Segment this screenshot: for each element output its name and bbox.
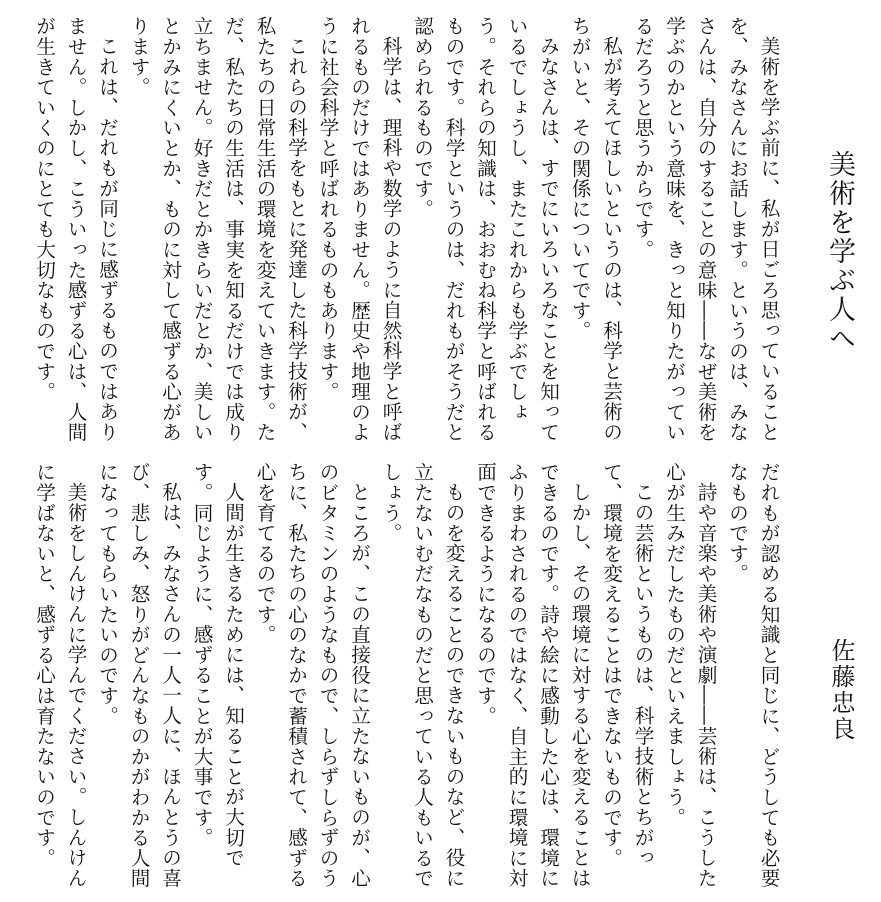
paragraph: 私が考えてほしいというのは、科学と芸術のちがいと、その関係についてです。	[568, 16, 623, 442]
paragraph: この芸術というものは、科学技術とちがって、環境を変えることはできないものです。	[599, 462, 654, 868]
paragraph: 美術を学ぶ前に、私が日ごろ思っていることを、みなさんにお話します。というのは、みなさんは、自分のすることの意味――なぜ美術を学ぶのかという意味を、きっと知りたがっているだろうと思うからです。	[631, 16, 780, 443]
paragraph: 人間が生きるためには、知ることが大切です。同じように、感ずることが大事です。	[190, 462, 245, 868]
author-name: 佐藤忠良	[827, 638, 855, 742]
paragraph: 私は、みなさんの一人一人に、ほんとうの喜び、悲しみ、怒りがどんなものかがわかる人間になってもらいたいのです。	[95, 462, 182, 889]
paragraph: これは、だれもが同じに感ずるものではありません。しかし、こういった感ずる心は、人間が生きていくのにとても大切なものです。	[32, 16, 119, 443]
paragraph: みなさんは、すでにいろいろなことを知っているでしょうし、またこれからも学ぶでしょう。それらの知識は、おおむね科学と呼ばれるものです。科学というのは、だれもがそうだと認められるものです。	[410, 16, 560, 443]
paragraph: 詩や音楽や美術や演劇――芸術は、こうした心が生みだしたものだといえましょう。	[662, 462, 717, 888]
paragraph: 美術をしんけんに学んでください。しんけんに学ばないと、感ずる心は育たないのです。	[32, 462, 87, 888]
paragraph-continuation: だれもが認める知識と同じに、どうしても必要なものです。	[725, 462, 780, 889]
paragraph: 科学は、理科や数学のように自然科学と呼ばれるものだけではありません。歴史や地理のように社会科学と呼ばれるものもあります。	[316, 16, 402, 443]
paragraph: ところが、この直接役に立たないものが、心のビタミンのようなもので、しらずしらずのうちに、私たちの心のなかで蓄積されて、感ずる心を育てるのです。	[253, 462, 371, 889]
essay-body-bottom	[0, 462, 784, 897]
paragraph: これらの科学をもとに発達した科学技術が、私たちの日常生活の環境を変えていきます。ただ、私たちの生活は、事実を知るだけでは成り立ちません。好きだとかきらいだとか、美しいとかみにくいとか、ものに対して感ずる心があります。	[127, 16, 308, 443]
essay-title: 美術を学ぶ人へ	[824, 150, 855, 353]
paragraph: ものを変えることのできないものなど、役に立たないむだなものだと思っている人もいるでしょう。	[379, 462, 465, 889]
paragraph: しかし、その環境に対する心を変えることはできるのです。詩や絵に感動した心は、環境にふりまわされるのではなく、自主的に環境に対面できるようになるのです。	[473, 462, 591, 889]
essay-body-top	[0, 16, 784, 456]
